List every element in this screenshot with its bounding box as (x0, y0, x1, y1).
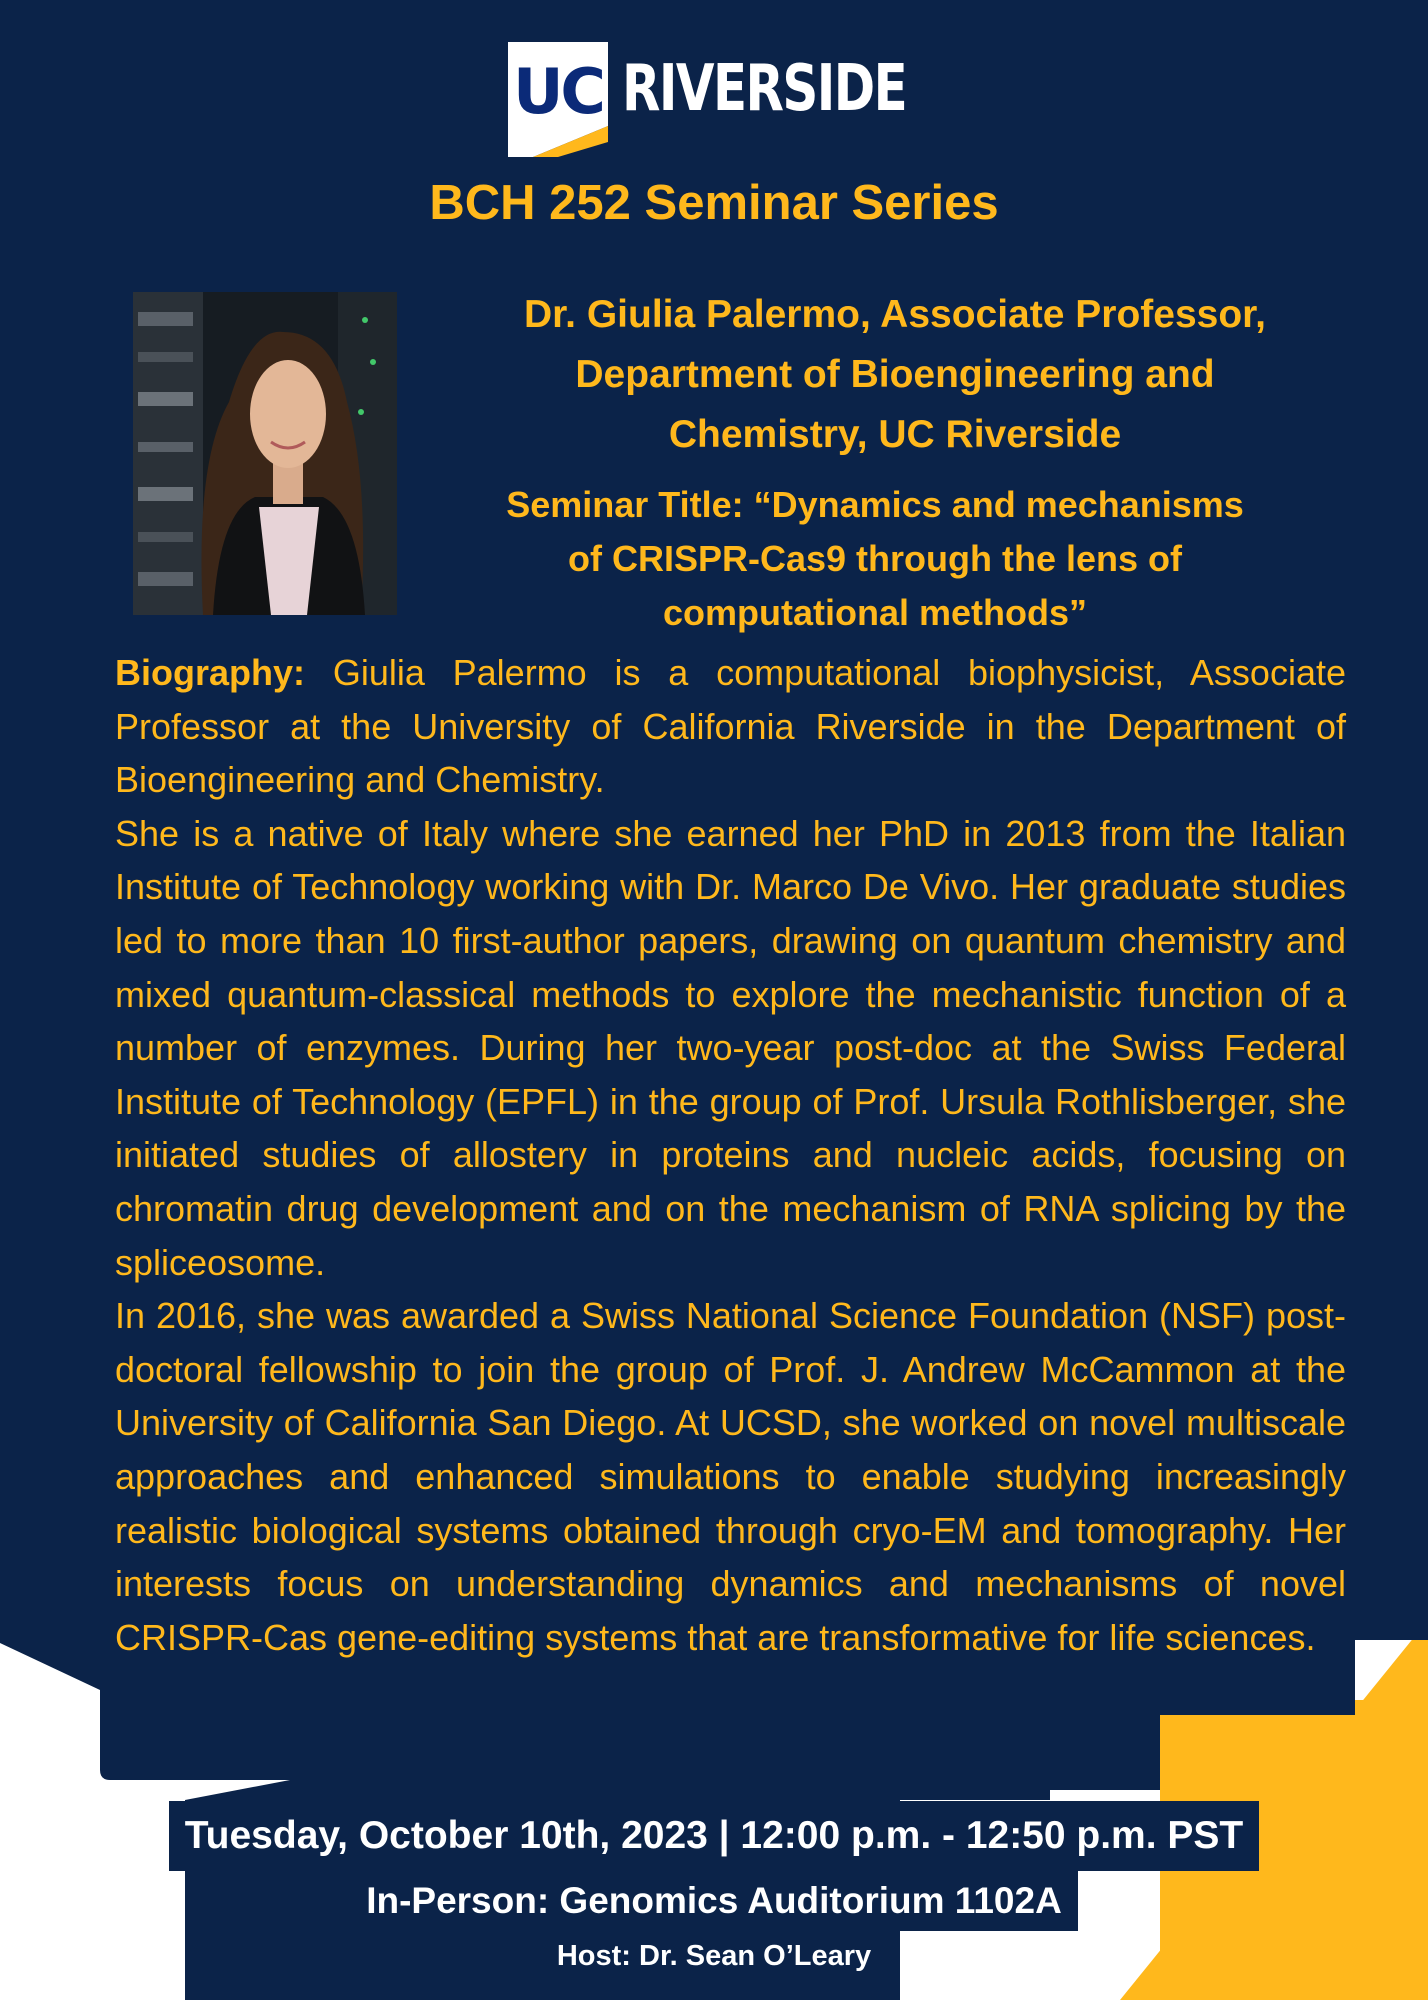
series-title: BCH 252 Seminar Series (429, 176, 999, 230)
biography (115, 646, 1346, 1664)
seminar-title-line-1: Seminar Title: “Dynamics and mechanisms (506, 484, 1244, 525)
event-location: In-Person: Genomics Auditorium 1102A (350, 1871, 1078, 1931)
biography-paragraph-3: In 2016, she was awarded a Swiss National Science Foundation (NSF) post-doctoral fellowship to join the group of Prof. J. Andrew McCammon at the University of California San Diego. At UCSD, she worked on novel multiscale approaches and enhanced simulations to enable studying increasingly realistic biological systems obtained through cryo-EM and tomography. Her interests focus on understanding dynamics and mechanisms of novel CRISPR-Cas gene-editing systems that are transformative for life sciences. (115, 1295, 1346, 1658)
speaker-line-3: Chemistry, UC Riverside (668, 413, 1122, 456)
biography-paragraph-1 (115, 646, 1346, 807)
biography-label: Biography: (115, 652, 306, 693)
biography-text-1: Giulia Palermo is a computational biophysicist, Associate Professor at the University of California Riverside in the Department of Bioengineering and Chemistry. (115, 652, 1346, 801)
event-location-bar (0, 1871, 1428, 1931)
uc-riverside-logo (508, 42, 918, 157)
speaker-block (440, 285, 1350, 465)
event-host: Host: Dr. Sean O’Leary (545, 1931, 883, 1981)
logo-uc-text: UC (513, 55, 603, 128)
logo-riverside-text: RIVERSIDE (622, 52, 907, 126)
biography-paragraph-2: She is a native of Italy where she earned her PhD in 2013 from the Italian Institute of Technology working with Dr. Marco De Vivo. Her graduate studies led to more than 10 first-author papers, drawing on quantum chemistry and mixed quantum-classical methods to explore the mechanistic function of a number of enzymes. During her two-year post-doc at the Swiss Federal Institute of Technology (EPFL) in the group of Prof. Ursula Rothlisberger, she initiated studies of allostery in proteins and nucleic acids, focusing on chromatin drug development and on the mechanism of RNA splicing by the spliceosome. (115, 812, 1346, 1283)
event-datetime-bar (0, 1801, 1428, 1871)
event-host-bar (0, 1931, 1428, 1981)
seminar-title-line-3: computational methods” (662, 592, 1088, 633)
seminar-title-block (440, 478, 1310, 640)
speaker-line-2: Department of Bioengineering and (575, 353, 1215, 396)
seminar-title-line-2: of CRISPR-Cas9 through the lens of (567, 538, 1183, 579)
speaker-line-1: Dr. Giulia Palermo, Associate Professor, (523, 293, 1267, 336)
speaker-photo (133, 292, 397, 615)
event-datetime: Tuesday, October 10th, 2023 | 12:00 p.m. - 12:50 p.m. PST (169, 1801, 1260, 1871)
